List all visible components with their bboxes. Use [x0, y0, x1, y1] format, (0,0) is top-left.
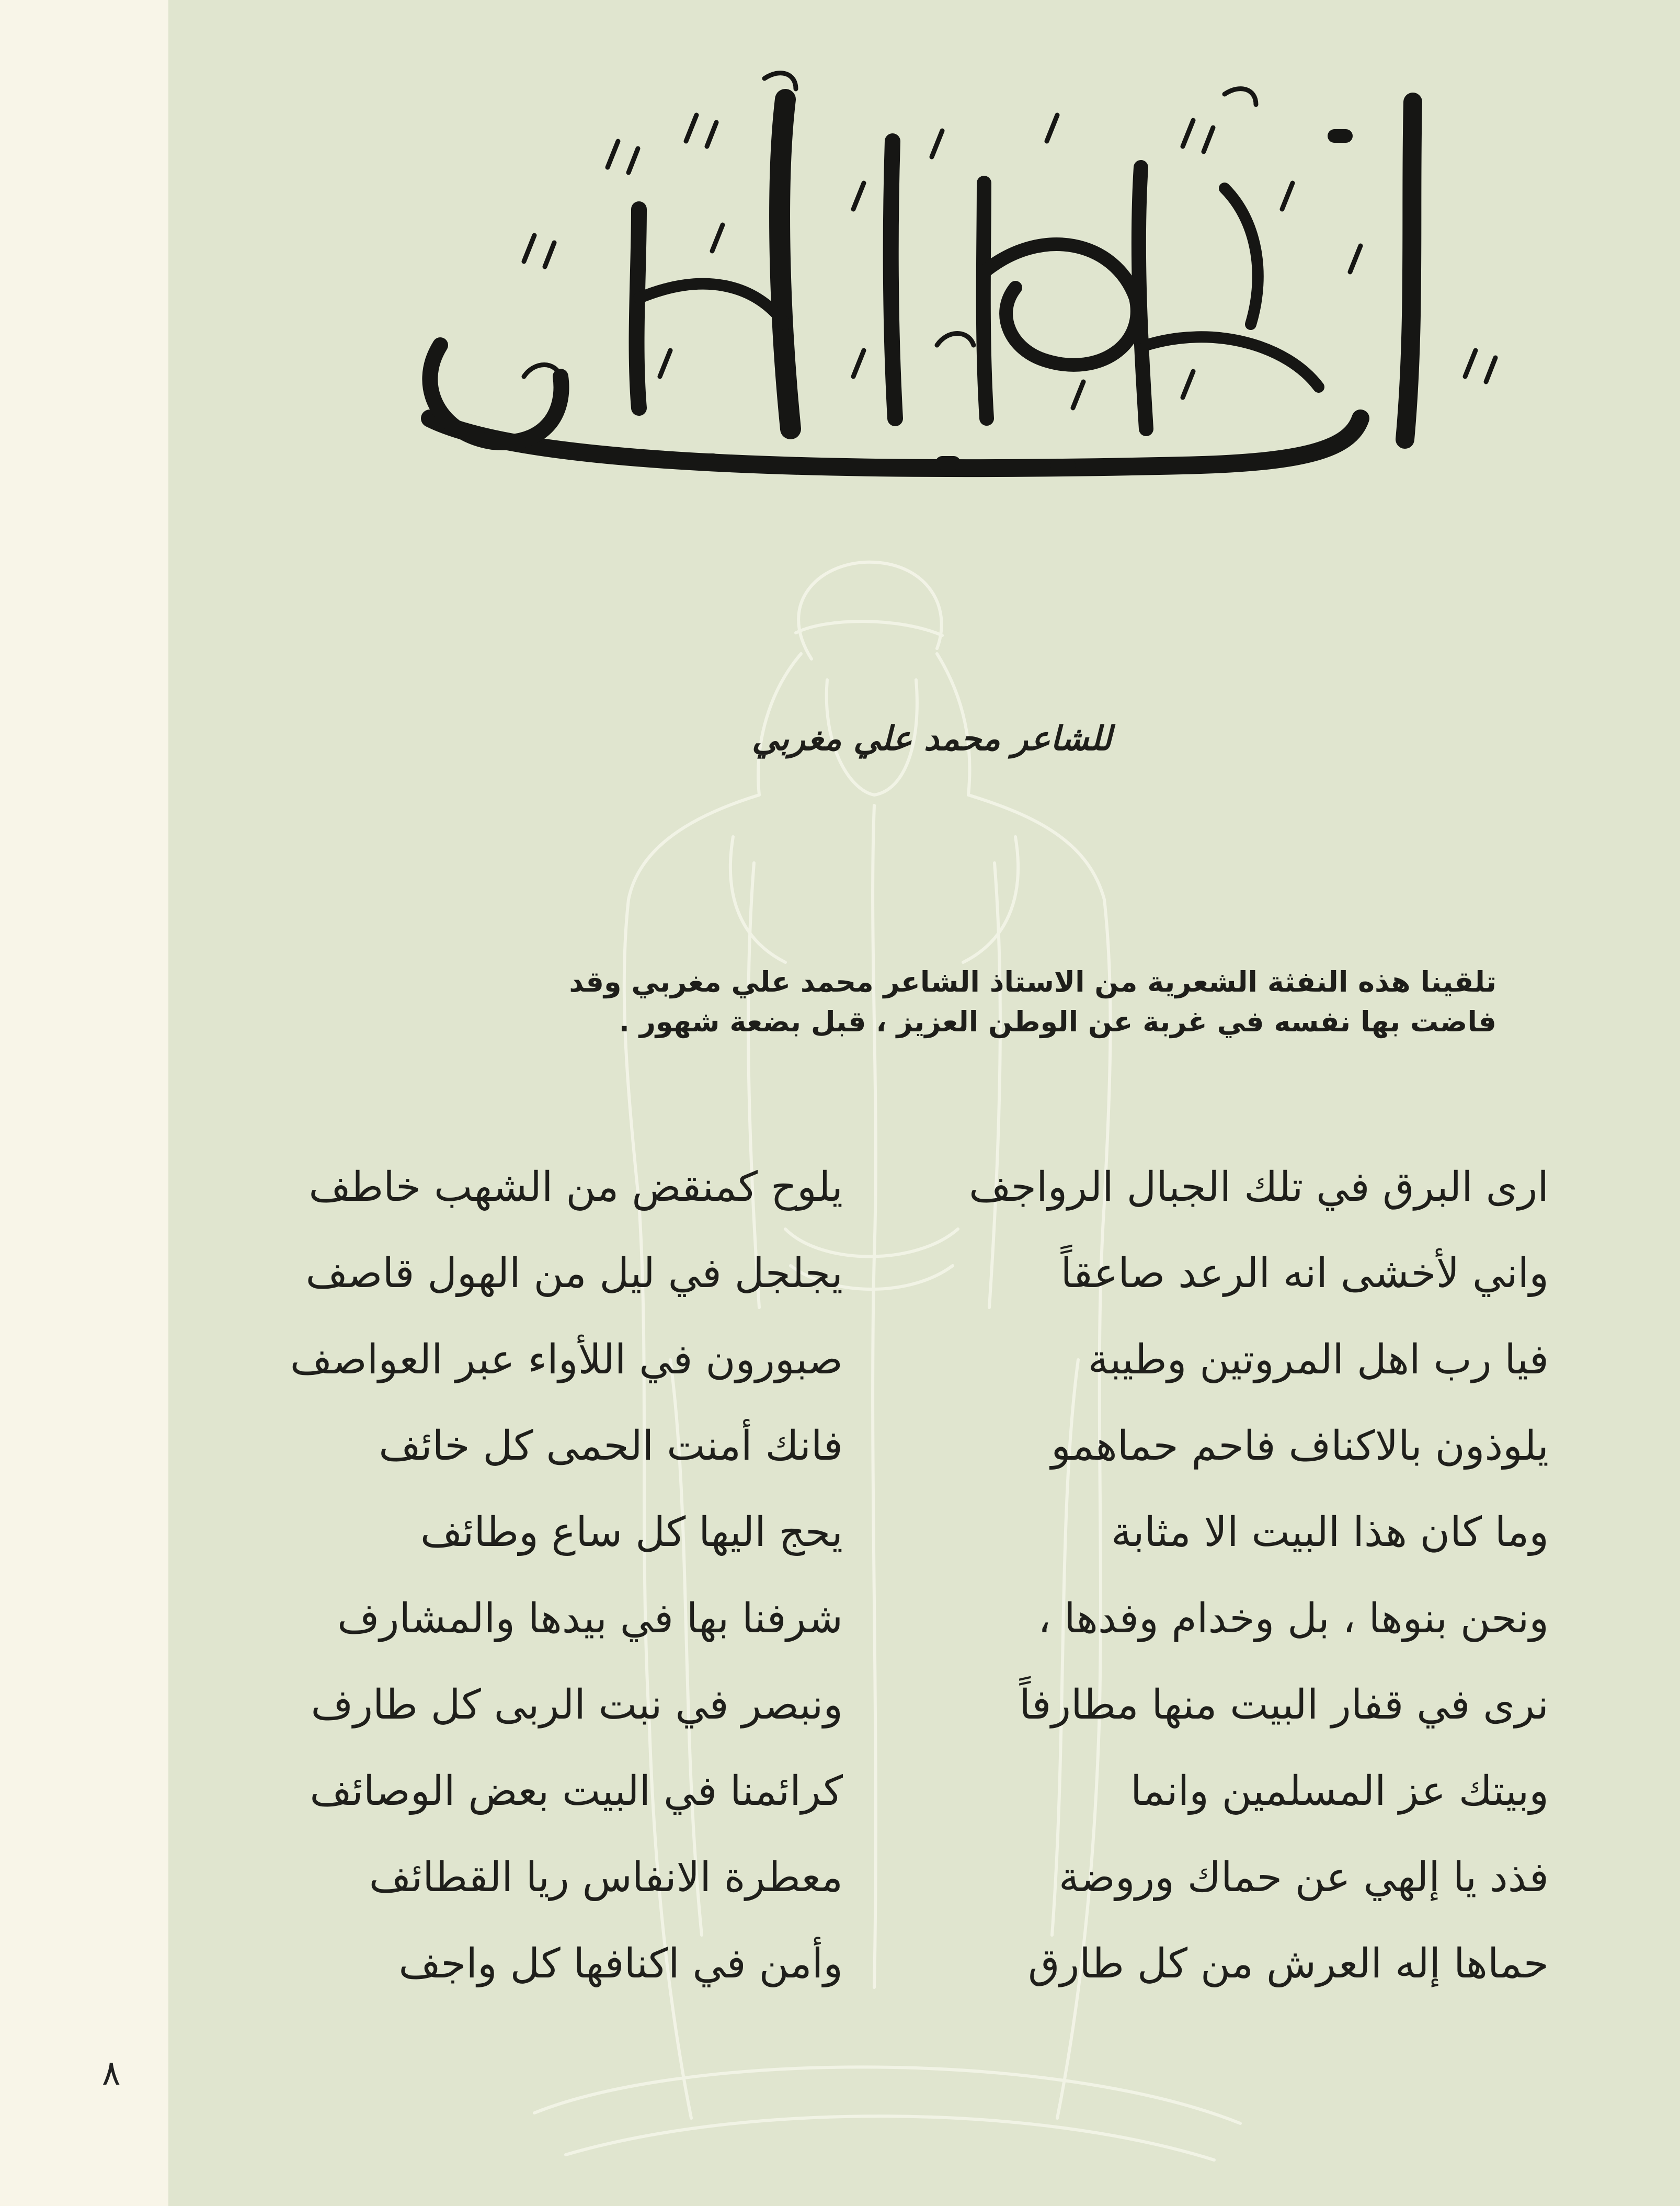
- verse-first-hemistich: حماها إله العرش من كل طارق: [1028, 1940, 1549, 1987]
- verse-second-hemistich: يلوح كمنقض من الشهب خاطف: [308, 1164, 843, 1211]
- verse-second-hemistich: ونبصر في نبت الربى كل طارف: [311, 1681, 843, 1729]
- poem-verse: [289, 1940, 1549, 2019]
- verse-second-hemistich: شرفنا بها في بيدها والمشارف: [337, 1595, 843, 1642]
- poem-verse: [289, 1164, 1549, 1242]
- verse-first-hemistich: وما كان هذا البيت الا مثابة: [1111, 1509, 1549, 1556]
- verse-second-hemistich: فانك أمنت الحمى كل خائف: [379, 1423, 843, 1470]
- verse-second-hemistich: وأمن في اكنافها كل واجف: [398, 1940, 843, 1987]
- verse-second-hemistich: صبورون في اللأواء عبر العواصف: [290, 1336, 843, 1383]
- magazine-page: [168, 0, 1680, 2206]
- poem-verse: [289, 1768, 1549, 1846]
- verse-second-hemistich: معطرة الانفاس ريا القطائف: [369, 1854, 843, 1901]
- verse-first-hemistich: واني لأخشى انه الرعد صاعقاً: [1060, 1250, 1549, 1297]
- poem-verse: [289, 1423, 1549, 1501]
- poem-verse: [289, 1681, 1549, 1760]
- poet-byline: للشاعر محمد علي مغربي: [751, 719, 1112, 758]
- poem-verse: [289, 1854, 1549, 1932]
- verse-first-hemistich: وبيتك عز المسلمين وانما: [1130, 1768, 1549, 1815]
- verse-first-hemistich: فيا رب اهل المروتين وطيبة: [1088, 1336, 1549, 1383]
- verse-first-hemistich: ارى البرق في تلك الجبال الرواجف: [969, 1164, 1549, 1211]
- verse-second-hemistich: يحج اليها كل ساع وطائف: [420, 1509, 843, 1556]
- verse-first-hemistich: ونحن بنوها ، بل وخدام وفدها ،: [1037, 1595, 1549, 1642]
- poem-verse: [289, 1336, 1549, 1415]
- intro-line: فاضت بها نفسه في غربة عن الوطن العزيز ، قبل بضعة شهور .: [619, 1005, 1496, 1038]
- page-number: ٨: [102, 2053, 121, 2093]
- title-calligraphy-ibtihal: [367, 52, 1528, 481]
- poem-verse: [289, 1250, 1549, 1328]
- poem: [289, 1164, 1549, 2021]
- verse-first-hemistich: فذد يا إلهي عن حماك وروضة: [1058, 1854, 1549, 1901]
- intro-line: تلقينا هذه النفثة الشعرية من الاستاذ الشاعر محمد علي مغربي وقد: [569, 965, 1496, 998]
- page-margin: [0, 0, 168, 2206]
- verse-first-hemistich: نرى في قفار البيت منها مطارفاً: [1019, 1681, 1549, 1729]
- poem-verse: [289, 1595, 1549, 1674]
- verse-second-hemistich: كرائمنا في البيت بعض الوصائف: [310, 1768, 843, 1815]
- verse-first-hemistich: يلوذون بالاكناف فاحم حماهمو: [1051, 1423, 1549, 1470]
- verse-second-hemistich: يجلجل في ليل من الهول قاصف: [305, 1250, 843, 1297]
- poem-verse: [289, 1509, 1549, 1587]
- intro-note: [461, 962, 1496, 1042]
